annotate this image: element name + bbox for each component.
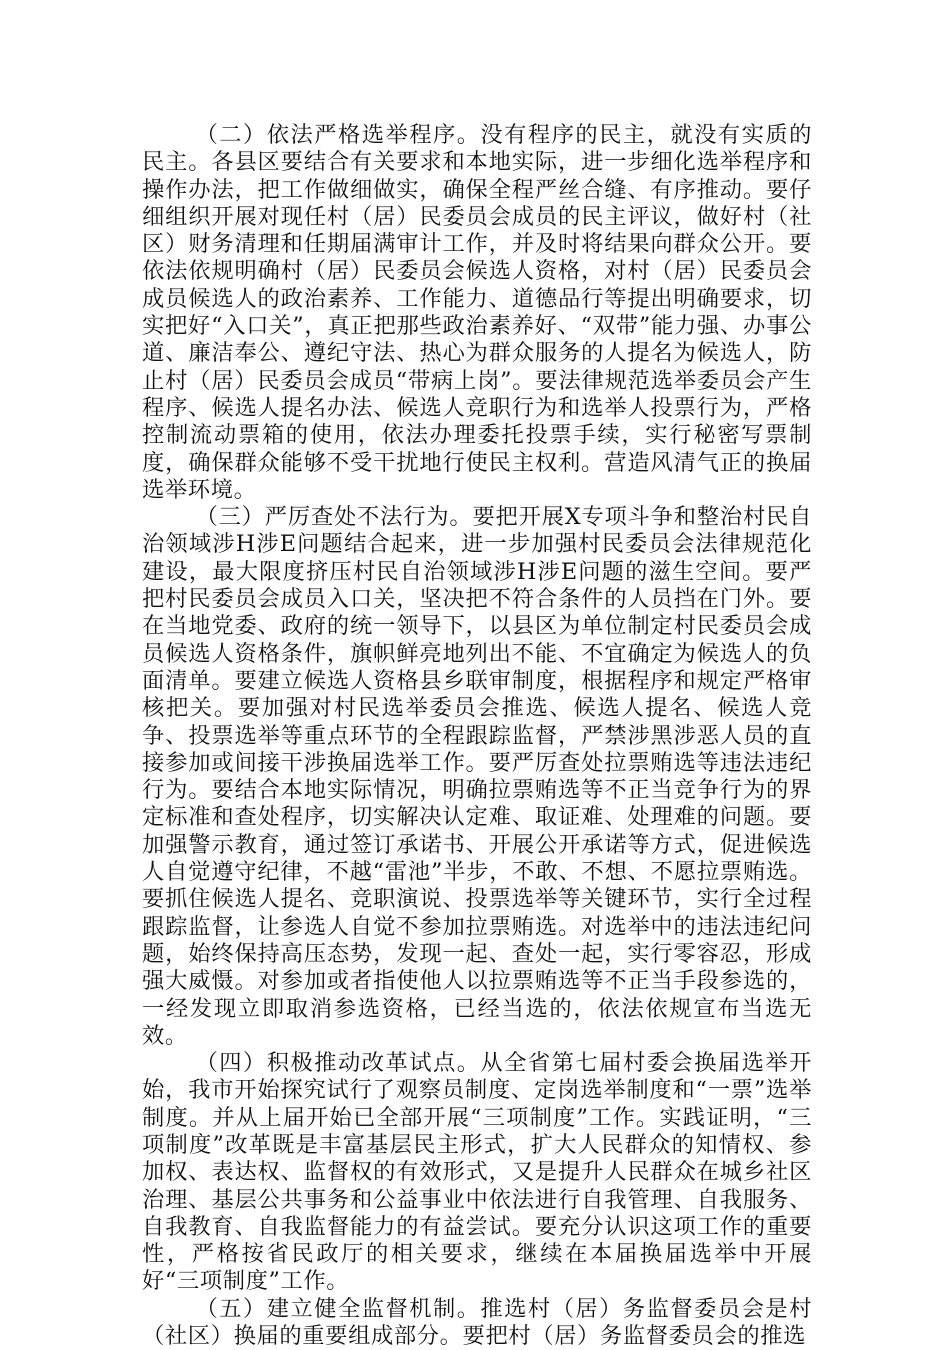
paragraph-misconduct: （三）严厉查处不法行为。要把开展X专项斗争和整治村民自治领域涉H涉E问题结合起来，进一步加强村民委员会法律规范化建设，最大限度挤压村民自治领域涉H涉E问题的滋生空间。要严把村民委员会成员入口关，坚决把不符合条件的人员挡在门外。要在当地党委、政府的统一领导下，以县区为单位制定村民委员会成员候选人资格条件，旗帜鲜亮地列出不能、不宜确定为候选人的负面清单。要建立候选人资格县乡联审制度，根据程序和规定严格审核把关。要加强对村民选举委员会推选、候选人提名、候选人竞争、投票选举等重点环节的全程跟踪监督，严禁涉黑涉恶人员的直接参加或间接干涉换届选举工作。要严厉查处拉票贿选等违法违纪行为。要结合本地实际情况，明确拉票贿选等不正当竞争行为的界定标准和查处程序，切实解决认定难、取证难、处理难的问题。要加强警示教育，通过签订承诺书、开展公开承诺等方式，促进候选人自觉遵守纪律，不越“雷池”半步，不敢、不想、不愿拉票贿选。要抓住候选人提名、竞职演说、投票选举等关键环节，实行全过程跟踪监督，让参选人自觉不参加拉票贿选。对选举中的违法违纪问题，始终保持高压态势，发现一起、查处一起，实行零容忍，形成强大威慑。对参加或者指使他人以拉票贿选等不正当手段参选的，一经发现立即取消参选资格，已经当选的，依法依规宣布当选无效。 — [142, 504, 812, 1049]
paragraph-reform-pilot: （四）积极推动改革试点。从全省第七届村委会换届选举开始，我市开始探究试行了观察员制度、定岗选举制度和“一票”选举制度。并从上届开始已全部开展“三项制度”工作。实践证明，“三项制度”改革既是丰富基层民主形式，扩大人民群众的知情权、参加权、表达权、监督权的有效形式，又是提升人民群众在城乡社区治理、基层公共事务和公益事业中依法进行自我管理、自我服务、自我教育、自我监督能力的有益尝试。要充分认识这项工作的重要性，严格按省民政厅的相关要求，继续在本届换届选举中开展好“三项制度”工作。 — [142, 1050, 812, 1295]
paragraph-procedure: （二）依法严格选举程序。没有程序的民主，就没有实质的民主。各县区要结合有关要求和本地实际，进一步细化选举程序和操作办法，把工作做细做实，确保全程严丝合缝、有序推动。要仔细组织开展对现任村（居）民委员会成员的民主评议，做好村（社区）财务清理和任期届满审计工作，并及时将结果向群众公开。要依法依规明确村（居）民委员会候选人资格，对村（居）民委员会成员候选人的政治素养、工作能力、道德品行等提出明确要求，切实把好“入口关”，真正把那些政治素养好、“双带”能力强、办事公道、廉洁奉公、遵纪守法、热心为群众服务的人提名为候选人，防止村（居）民委员会成员“带病上岗”。要法律规范选举委员会产生程序、候选人提名办法、候选人竞职行为和选举人投票行为，严格控制流动票箱的使用，依法办理委托投票手续，实行秘密写票制度，确保群众能够不受干扰地行使民主权利。营造风清气正的换届选举环境。 — [142, 122, 812, 503]
paragraph-supervision: （五）建立健全监督机制。推选村（居）务监督委员会是村（社区）换届的重要组成部分。要把村（居）务监督委员会的推选 — [142, 1295, 812, 1350]
document-page — [142, 122, 812, 1350]
